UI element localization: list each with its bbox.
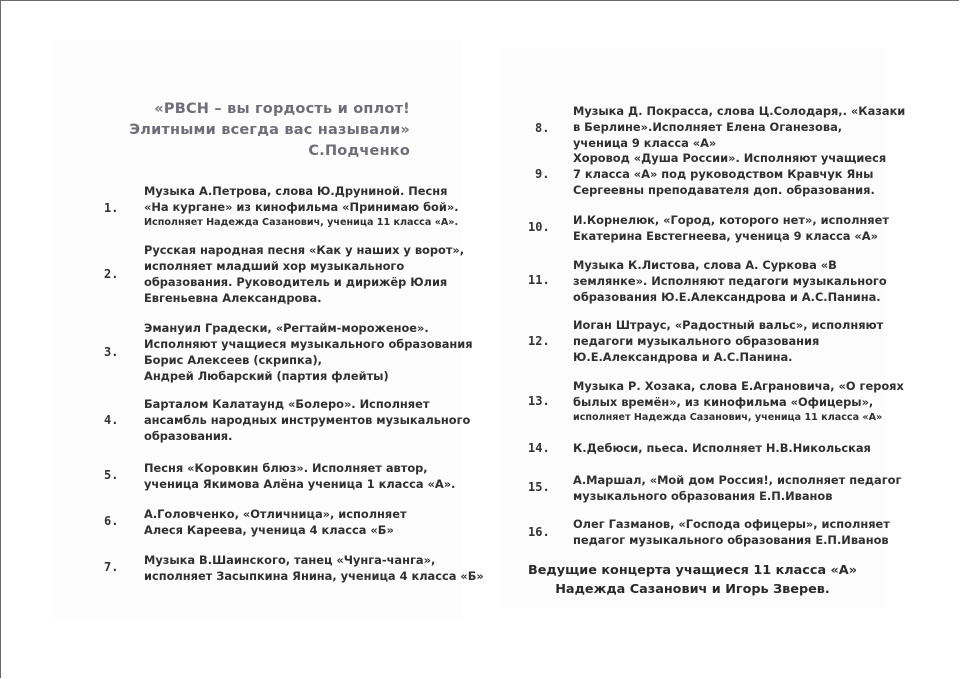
item-line: образования. — [144, 429, 233, 443]
item-line: музыкального образования Е.П.Иванов — [573, 489, 833, 503]
item-number: 16. — [528, 525, 550, 539]
item-line: К.Дебюси, пьеса. Исполняет Н.В.Никольская — [573, 441, 871, 455]
item-line: Песня «Коровкин блюз». Исполняет автор, — [144, 461, 428, 475]
item-number: 13. — [528, 394, 550, 408]
item-line: Эмануил Градески, «Регтайм-мороженое». — [144, 321, 429, 335]
item-number: 15. — [528, 480, 550, 494]
item-line: Музыка К.Листова, слова А. Суркова «В — [573, 258, 837, 272]
item-line: исполняет Надежда Сазанович, ученица 11 класса «А» — [573, 412, 883, 423]
item-line: Барталом Калатаунд «Болеро». Исполняет — [144, 397, 430, 411]
item-line: ученица Якимова Алёна ученица 1 класса «А». — [144, 477, 456, 491]
item-line: Евгеньевна Александрова. — [144, 291, 322, 305]
epigraph-author: С.Подченко — [308, 143, 410, 159]
item-number: 5. — [104, 468, 119, 482]
item-number: 4. — [104, 413, 119, 427]
item-number: 14. — [528, 441, 550, 455]
item-line: исполняет младший хор музыкального — [144, 259, 405, 273]
item-line: образования Ю.Е.Александрова и А.С.Панина. — [573, 290, 881, 304]
item-line: педагоги музыкального образования — [573, 334, 820, 348]
item-line: Борис Алексеев (скрипка), — [144, 353, 322, 367]
item-line: А.Маршал, «Мой дом Россия!, исполняет педагог — [573, 473, 902, 487]
item-number: 12. — [528, 334, 550, 348]
item-number: 6. — [104, 514, 119, 528]
item-line: Андрей Любарский (партия флейты) — [144, 369, 389, 383]
item-line: Музыка Д. Покрасса, слова Ц.Солодаря,. «Казаки — [573, 104, 906, 118]
item-line: «На кургане» из кинофильма «Принимаю бой». — [144, 200, 459, 214]
item-line: землянке». Исполняют педагоги музыкального — [573, 274, 887, 288]
page-left — [52, 40, 484, 620]
item-number: 1. — [104, 201, 119, 215]
item-line: Музыка Р. Хозака, слова Е.Аграновича, «О героях — [573, 379, 904, 393]
item-line: Екатерина Евстегнеева, ученица 9 класса «А» — [573, 229, 878, 243]
item-line: Русская народная песня «Как у наших у ворот», — [144, 243, 465, 257]
item-line: Музыка А.Петрова, слова Ю.Друниной. Песня — [144, 184, 448, 198]
concert-hosts — [500, 561, 885, 599]
item-line: Ю.Е.Александрова и А.С.Панина. — [573, 350, 793, 364]
item-line: Иоган Штраус, «Радостный вальс», исполняют — [573, 318, 884, 332]
item-line: ансамбль народных инструментов музыкального — [144, 413, 471, 427]
item-line: былых времён», из кинофильма «Офицеры», — [573, 395, 874, 409]
item-number: 2. — [104, 267, 119, 281]
hosts-line: Ведущие концерта учащиеся 11 класса «А» — [528, 563, 857, 578]
item-line: Алеся Кареева, ученица 4 класса «Б» — [144, 523, 394, 537]
item-line: исполняет Засыпкина Янина, ученица 4 класса «Б» — [144, 569, 484, 583]
epigraph-line: Элитными всегда вас называли» — [129, 122, 410, 138]
item-line: А.Головченко, «Отличница», исполняет — [144, 507, 407, 521]
hosts-line: Надежда Сазанович и Игорь Зверев. — [555, 582, 830, 597]
epigraph — [129, 99, 410, 162]
item-number: 8. — [535, 121, 550, 135]
item-number: 3. — [104, 345, 119, 359]
item-line: Олег Газманов, «Господа офицеры», исполняет — [573, 517, 890, 531]
item-line: Исполняют учащиеся музыкального образования — [144, 337, 473, 351]
item-line: педагог музыкального образования Е.П.Иванов — [573, 533, 889, 547]
item-line: в Берлине».Исполняет Елена Оганезова, — [573, 120, 843, 134]
item-line: Музыка В.Шаинского, танец «Чунга-чанга», — [144, 553, 436, 567]
item-line: Хоровод «Душа России». Исполняют учащиеся — [573, 151, 887, 165]
item-number: 10. — [528, 220, 550, 234]
item-line: 7 класса «А» под руководством Кравчук Яны — [573, 167, 874, 181]
item-line: Сергеевны преподавателя доп. образования. — [573, 183, 875, 197]
item-line: И.Корнелюк, «Город, которого нет», исполняет — [573, 213, 889, 227]
item-line: Исполняет Надежда Сазанович, ученица 11 класса «А». — [144, 217, 459, 228]
item-number: 7. — [104, 560, 119, 574]
epigraph-line: «РВСН – вы гордость и оплот! — [154, 101, 410, 117]
item-number: 11. — [528, 273, 550, 287]
item-line: ученица 9 класса «А» — [573, 136, 717, 150]
item-line: образования. Руководитель и дирижёр Юлия — [144, 275, 448, 289]
page-right — [500, 48, 906, 608]
item-number: 9. — [535, 167, 550, 181]
